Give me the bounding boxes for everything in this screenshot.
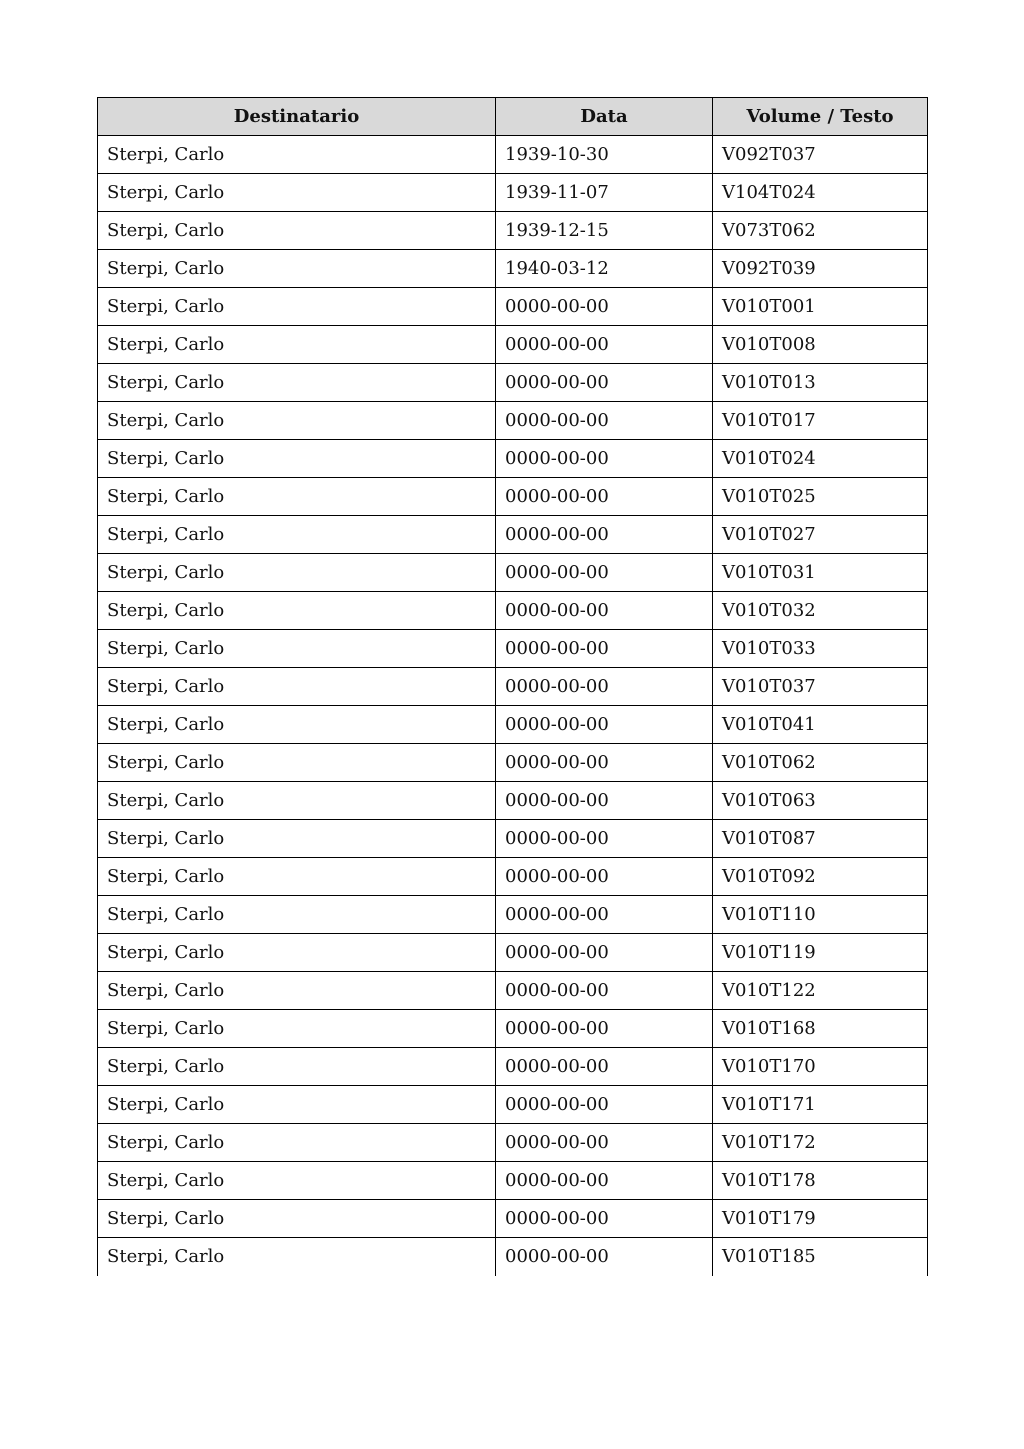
- cell-destinatario: Sterpi, Carlo: [98, 896, 496, 934]
- cell-data: 0000-00-00: [496, 1124, 713, 1162]
- cell-volume-testo: V010T025: [713, 478, 928, 516]
- table-row: [98, 212, 928, 250]
- table-row: [98, 1048, 928, 1086]
- cell-data: 0000-00-00: [496, 1048, 713, 1086]
- header-destinatario: Destinatario: [98, 98, 496, 136]
- cell-destinatario: Sterpi, Carlo: [98, 478, 496, 516]
- cell-volume-testo: V010T092: [713, 858, 928, 896]
- header-row: [98, 98, 928, 136]
- cell-data: 0000-00-00: [496, 516, 713, 554]
- table-row: [98, 1086, 928, 1124]
- table-row: [98, 288, 928, 326]
- table-row: [98, 630, 928, 668]
- table-row: [98, 250, 928, 288]
- cell-data: 0000-00-00: [496, 554, 713, 592]
- cell-volume-testo: V010T087: [713, 820, 928, 858]
- cell-destinatario: Sterpi, Carlo: [98, 174, 496, 212]
- cell-data: 0000-00-00: [496, 630, 713, 668]
- table-row: [98, 440, 928, 478]
- cell-destinatario: Sterpi, Carlo: [98, 972, 496, 1010]
- cell-destinatario: Sterpi, Carlo: [98, 592, 496, 630]
- cell-data: 0000-00-00: [496, 1238, 713, 1276]
- cell-data: 0000-00-00: [496, 744, 713, 782]
- cell-data: 0000-00-00: [496, 1162, 713, 1200]
- cell-data: 0000-00-00: [496, 706, 713, 744]
- cell-destinatario: Sterpi, Carlo: [98, 136, 496, 174]
- cell-destinatario: Sterpi, Carlo: [98, 1010, 496, 1048]
- cell-data: 0000-00-00: [496, 896, 713, 934]
- cell-volume-testo: V010T024: [713, 440, 928, 478]
- cell-volume-testo: V010T013: [713, 364, 928, 402]
- cell-volume-testo: V010T179: [713, 1200, 928, 1238]
- cell-volume-testo: V010T185: [713, 1238, 928, 1276]
- cell-destinatario: Sterpi, Carlo: [98, 744, 496, 782]
- header-data: Data: [496, 98, 713, 136]
- cell-data: 0000-00-00: [496, 668, 713, 706]
- cell-destinatario: Sterpi, Carlo: [98, 668, 496, 706]
- cell-volume-testo: V092T037: [713, 136, 928, 174]
- cell-destinatario: Sterpi, Carlo: [98, 706, 496, 744]
- cell-volume-testo: V010T178: [713, 1162, 928, 1200]
- cell-data: 0000-00-00: [496, 782, 713, 820]
- table-row: [98, 516, 928, 554]
- cell-destinatario: Sterpi, Carlo: [98, 934, 496, 972]
- cell-destinatario: Sterpi, Carlo: [98, 820, 496, 858]
- table-row: [98, 364, 928, 402]
- table-row: [98, 706, 928, 744]
- cell-destinatario: Sterpi, Carlo: [98, 630, 496, 668]
- cell-data: 0000-00-00: [496, 364, 713, 402]
- table-row: [98, 668, 928, 706]
- cell-data: 0000-00-00: [496, 858, 713, 896]
- cell-destinatario: Sterpi, Carlo: [98, 1086, 496, 1124]
- cell-data: 1940-03-12: [496, 250, 713, 288]
- cell-data: 0000-00-00: [496, 440, 713, 478]
- cell-volume-testo: V010T171: [713, 1086, 928, 1124]
- cell-destinatario: Sterpi, Carlo: [98, 250, 496, 288]
- table-row: [98, 782, 928, 820]
- cell-volume-testo: V010T119: [713, 934, 928, 972]
- table-row: [98, 934, 928, 972]
- cell-data: 0000-00-00: [496, 1200, 713, 1238]
- cell-volume-testo: V010T062: [713, 744, 928, 782]
- cell-destinatario: Sterpi, Carlo: [98, 554, 496, 592]
- cell-destinatario: Sterpi, Carlo: [98, 1200, 496, 1238]
- letters-table: [97, 97, 928, 1276]
- cell-volume-testo: V010T031: [713, 554, 928, 592]
- cell-data: 0000-00-00: [496, 592, 713, 630]
- cell-volume-testo: V010T063: [713, 782, 928, 820]
- cell-volume-testo: V073T062: [713, 212, 928, 250]
- cell-volume-testo: V010T008: [713, 326, 928, 364]
- cell-destinatario: Sterpi, Carlo: [98, 288, 496, 326]
- cell-data: 1939-12-15: [496, 212, 713, 250]
- cell-data: 0000-00-00: [496, 934, 713, 972]
- cell-destinatario: Sterpi, Carlo: [98, 1124, 496, 1162]
- cell-data: 1939-10-30: [496, 136, 713, 174]
- cell-data: 1939-11-07: [496, 174, 713, 212]
- cell-volume-testo: V010T172: [713, 1124, 928, 1162]
- table-row: [98, 972, 928, 1010]
- cell-destinatario: Sterpi, Carlo: [98, 440, 496, 478]
- table-row: [98, 1200, 928, 1238]
- table-row: [98, 554, 928, 592]
- cell-volume-testo: V092T039: [713, 250, 928, 288]
- table-row: [98, 174, 928, 212]
- cell-volume-testo: V010T027: [713, 516, 928, 554]
- cell-data: 0000-00-00: [496, 820, 713, 858]
- table-row: [98, 1162, 928, 1200]
- cell-destinatario: Sterpi, Carlo: [98, 1238, 496, 1276]
- table-body: [98, 136, 928, 1276]
- cell-data: 0000-00-00: [496, 402, 713, 440]
- table-row: [98, 1238, 928, 1276]
- cell-data: 0000-00-00: [496, 288, 713, 326]
- cell-volume-testo: V010T001: [713, 288, 928, 326]
- cell-destinatario: Sterpi, Carlo: [98, 212, 496, 250]
- cell-data: 0000-00-00: [496, 326, 713, 364]
- cell-destinatario: Sterpi, Carlo: [98, 364, 496, 402]
- table-row: [98, 896, 928, 934]
- cell-destinatario: Sterpi, Carlo: [98, 516, 496, 554]
- table-row: [98, 326, 928, 364]
- cell-destinatario: Sterpi, Carlo: [98, 402, 496, 440]
- cell-volume-testo: V010T110: [713, 896, 928, 934]
- table-row: [98, 1010, 928, 1048]
- table-row: [98, 1124, 928, 1162]
- cell-volume-testo: V010T032: [713, 592, 928, 630]
- cell-volume-testo: V010T170: [713, 1048, 928, 1086]
- table-row: [98, 478, 928, 516]
- table-header: [98, 98, 928, 136]
- cell-data: 0000-00-00: [496, 1010, 713, 1048]
- cell-data: 0000-00-00: [496, 478, 713, 516]
- cell-data: 0000-00-00: [496, 1086, 713, 1124]
- table-row: [98, 136, 928, 174]
- cell-volume-testo: V010T033: [713, 630, 928, 668]
- table-row: [98, 858, 928, 896]
- table-row: [98, 402, 928, 440]
- cell-volume-testo: V010T168: [713, 1010, 928, 1048]
- cell-volume-testo: V010T037: [713, 668, 928, 706]
- header-volume-testo: Volume / Testo: [713, 98, 928, 136]
- cell-destinatario: Sterpi, Carlo: [98, 782, 496, 820]
- cell-volume-testo: V010T017: [713, 402, 928, 440]
- cell-volume-testo: V010T041: [713, 706, 928, 744]
- cell-destinatario: Sterpi, Carlo: [98, 1048, 496, 1086]
- table-row: [98, 744, 928, 782]
- table-row: [98, 820, 928, 858]
- cell-destinatario: Sterpi, Carlo: [98, 858, 496, 896]
- cell-volume-testo: V010T122: [713, 972, 928, 1010]
- cell-volume-testo: V104T024: [713, 174, 928, 212]
- cell-destinatario: Sterpi, Carlo: [98, 1162, 496, 1200]
- cell-destinatario: Sterpi, Carlo: [98, 326, 496, 364]
- cell-data: 0000-00-00: [496, 972, 713, 1010]
- table-row: [98, 592, 928, 630]
